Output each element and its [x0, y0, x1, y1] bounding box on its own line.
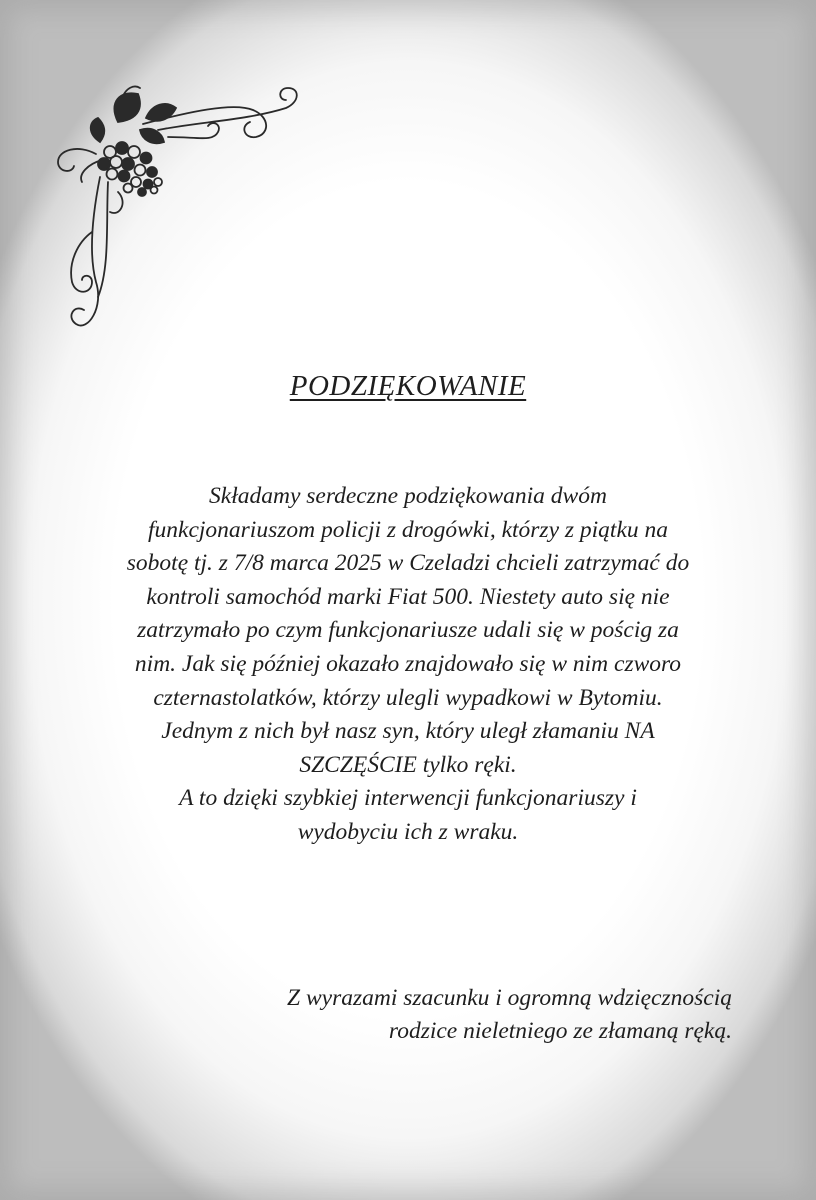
body-line: sobotę tj. z 7/8 marca 2025 w Czeladzi chcieli zatrzymać do — [126, 550, 690, 577]
floral-corner-ornament — [48, 82, 308, 337]
letter-body — [40, 480, 776, 850]
body-line: SZCZĘŚCIE tylko ręki. — [299, 751, 517, 778]
body-line: kontroli samochód marki Fiat 500. Niestety auto się nie — [146, 583, 670, 610]
body-line: A to dzięki szybkiej interwencji funkcjonariuszy i — [179, 785, 637, 812]
body-line: wydobyciu ich z wraku. — [297, 818, 519, 845]
closing-line: Z wyrazami szacunku i ogromną wdzięcznością — [287, 985, 732, 1011]
page-title: PODZIĘKOWANIE — [289, 370, 527, 402]
body-line: czternastolatków, którzy ulegli wypadkowi w Bytomiu. — [153, 684, 663, 711]
body-line: nim. Jak się później okazało znajdowało się w nim czworo — [134, 650, 682, 677]
closing-signature — [287, 982, 732, 1048]
body-line: Jednym z nich był nasz syn, który uległ złamaniu NA — [161, 718, 655, 745]
body-line: Składamy serdeczne podziękowania dwóm — [209, 483, 607, 509]
body-line: zatrzymało po czym funkcjonariusze udali się w pościg za — [137, 617, 679, 644]
signature-line: rodzice nieletniego ze złamaną ręką. — [388, 1018, 732, 1044]
body-line: funkcjonariuszom policji z drogówki, którzy z piątku na — [147, 516, 669, 543]
